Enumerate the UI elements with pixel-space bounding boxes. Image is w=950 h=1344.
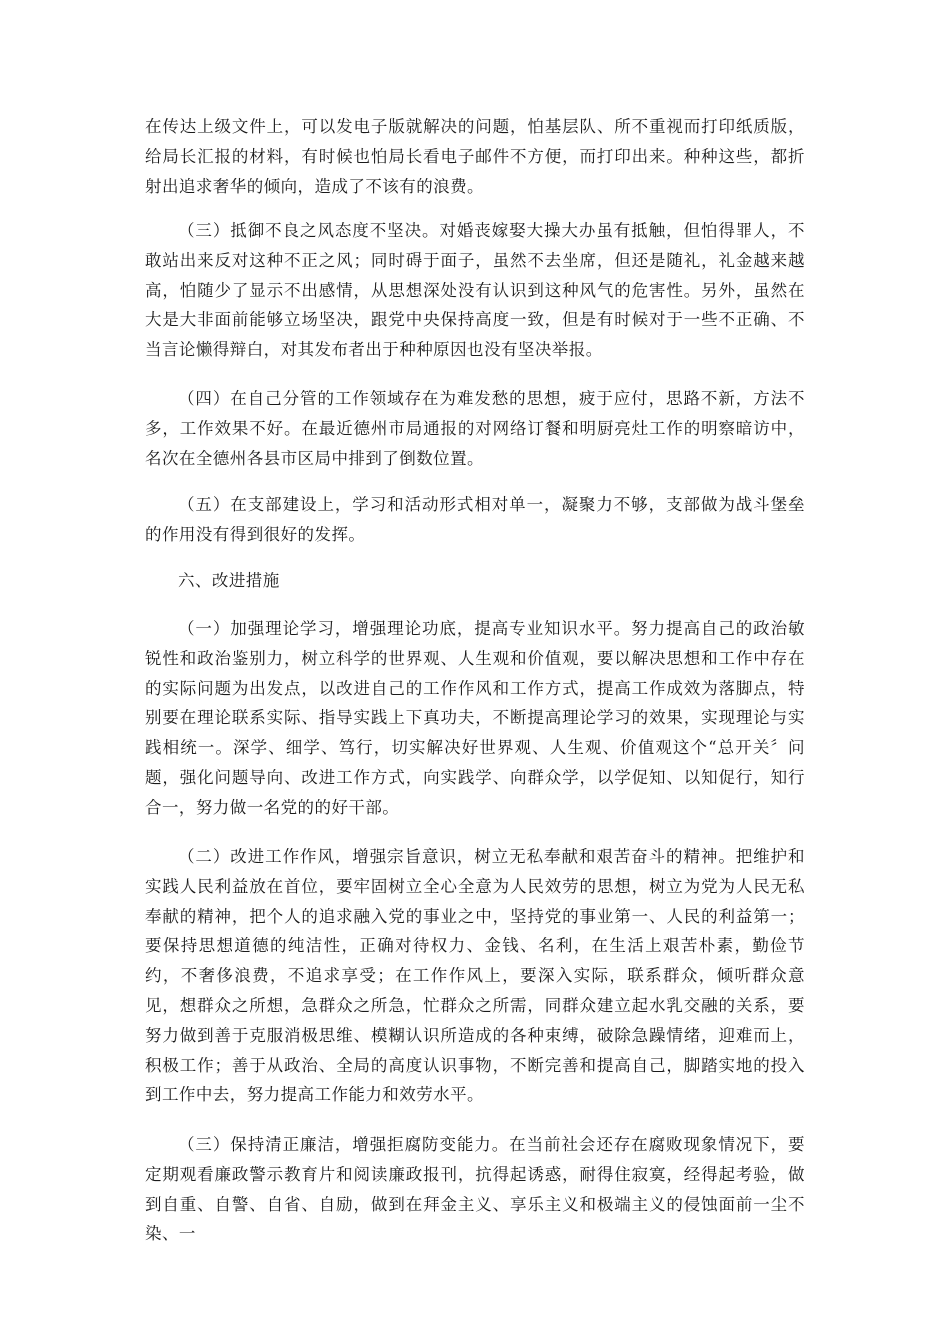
paragraph-issue-4: （四）在自己分管的工作领域存在为难发愁的思想，疲于应付，思路不新，方法不多，工作效果不好。在最近德州市局通报的对网络订餐和明厨亮灶工作的明察暗访中，名次在全德州各县市区局中排到了倒数位置。 <box>145 389 805 468</box>
paragraph-issue-5: （五）在支部建设上，学习和活动形式相对单一，凝聚力不够，支部做为战斗堡垒的作用没有得到很好的发挥。 <box>145 495 805 544</box>
paragraph-measure-3: （三）保持清正廉洁，增强拒腐防变能力。在当前社会还存在腐败现象情况下，要定期观看廉政警示教育片和阅读廉政报刊，抗得起诱惑，耐得住寂寞，经得起考验，做到自重、自警、自省、自励，做到在拜金主义、享乐主义和极端主义的侵蚀面前一尘不染、一 <box>145 1135 805 1244</box>
paragraph-issue-3: （三）抵御不良之风态度不坚决。对婚丧嫁娶大操大办虽有抵触，但怕得罪人，不敢站出来反对这种不正之风；同时碍于面子，虽然不去坐席，但还是随礼，礼金越来越高，怕随少了显示不出感情，从思想深处没有认识到这种风气的危害性。另外，虽然在大是大非面前能够立场坚决，跟党中央保持高度一致，但是有时候对于一些不正确、不当言论懒得辩白，对其发布者出于种种原因也没有坚决举报。 <box>145 221 805 360</box>
section-heading-improvements: 六、改进措施 <box>178 571 280 590</box>
paragraph-measure-2: （二）改进工作作风，增强宗旨意识，树立无私奉献和艰苦奋斗的精神。把维护和实践人民利益放在首位，要牢固树立全心全意为人民效劳的思想，树立为党为人民无私奉献的精神，把个人的追求融入党的事业之中，坚持党的事业第一、人民的利益第一；要保持思想道德的纯洁性，正确对待权力、金钱、名利，在生活上艰苦朴素，勤俭节约，不奢侈浪费，不追求享受；在工作作风上，要深入实际，联系群众，倾听群众意见，想群众之所想，急群众之所急，忙群众之所需，同群众建立起水乳交融的关系，要努力做到善于克服消极思维、模糊认识所造成的各种束缚，破除急躁情绪，迎难而上，积极工作；善于从政治、全局的高度认识事物，不断完善和提高自己，脚踏实地的投入到工作中去，努力提高工作能力和效劳水平。 <box>145 847 805 1105</box>
paragraph-measure-1: （一）加强理论学习，增强理论功底，提高专业知识水平。努力提高自己的政治敏锐性和政治鉴别力，树立科学的世界观、人生观和价值观，要以解决思想和工作中存在的实际问题为出发点，以改进自己的工作作风和工作方式，提高工作成效为落脚点，特别要在理论联系实际、指导实践上下真功夫，不断提高理论学习的效果，实现理论与实践相统一。深学、细学、笃行，切实解决好世界观、人生观、价值观这个“总开关〞问题，强化问题导向、改进工作方式，向实践学、向群众学，以学促知、以知促行，知行合一，努力做一名党的的好干部。 <box>145 619 805 817</box>
paragraph-waste-continuation: 在传达上级文件上，可以发电子版就解决的问题，怕基层队、所不重视而打印纸质版，给局长汇报的材料，有时候也怕局长看电子邮件不方便，而打印出来。种种这些，都折射出追求奢华的倾向，造成了不该有的浪费。 <box>145 117 805 196</box>
